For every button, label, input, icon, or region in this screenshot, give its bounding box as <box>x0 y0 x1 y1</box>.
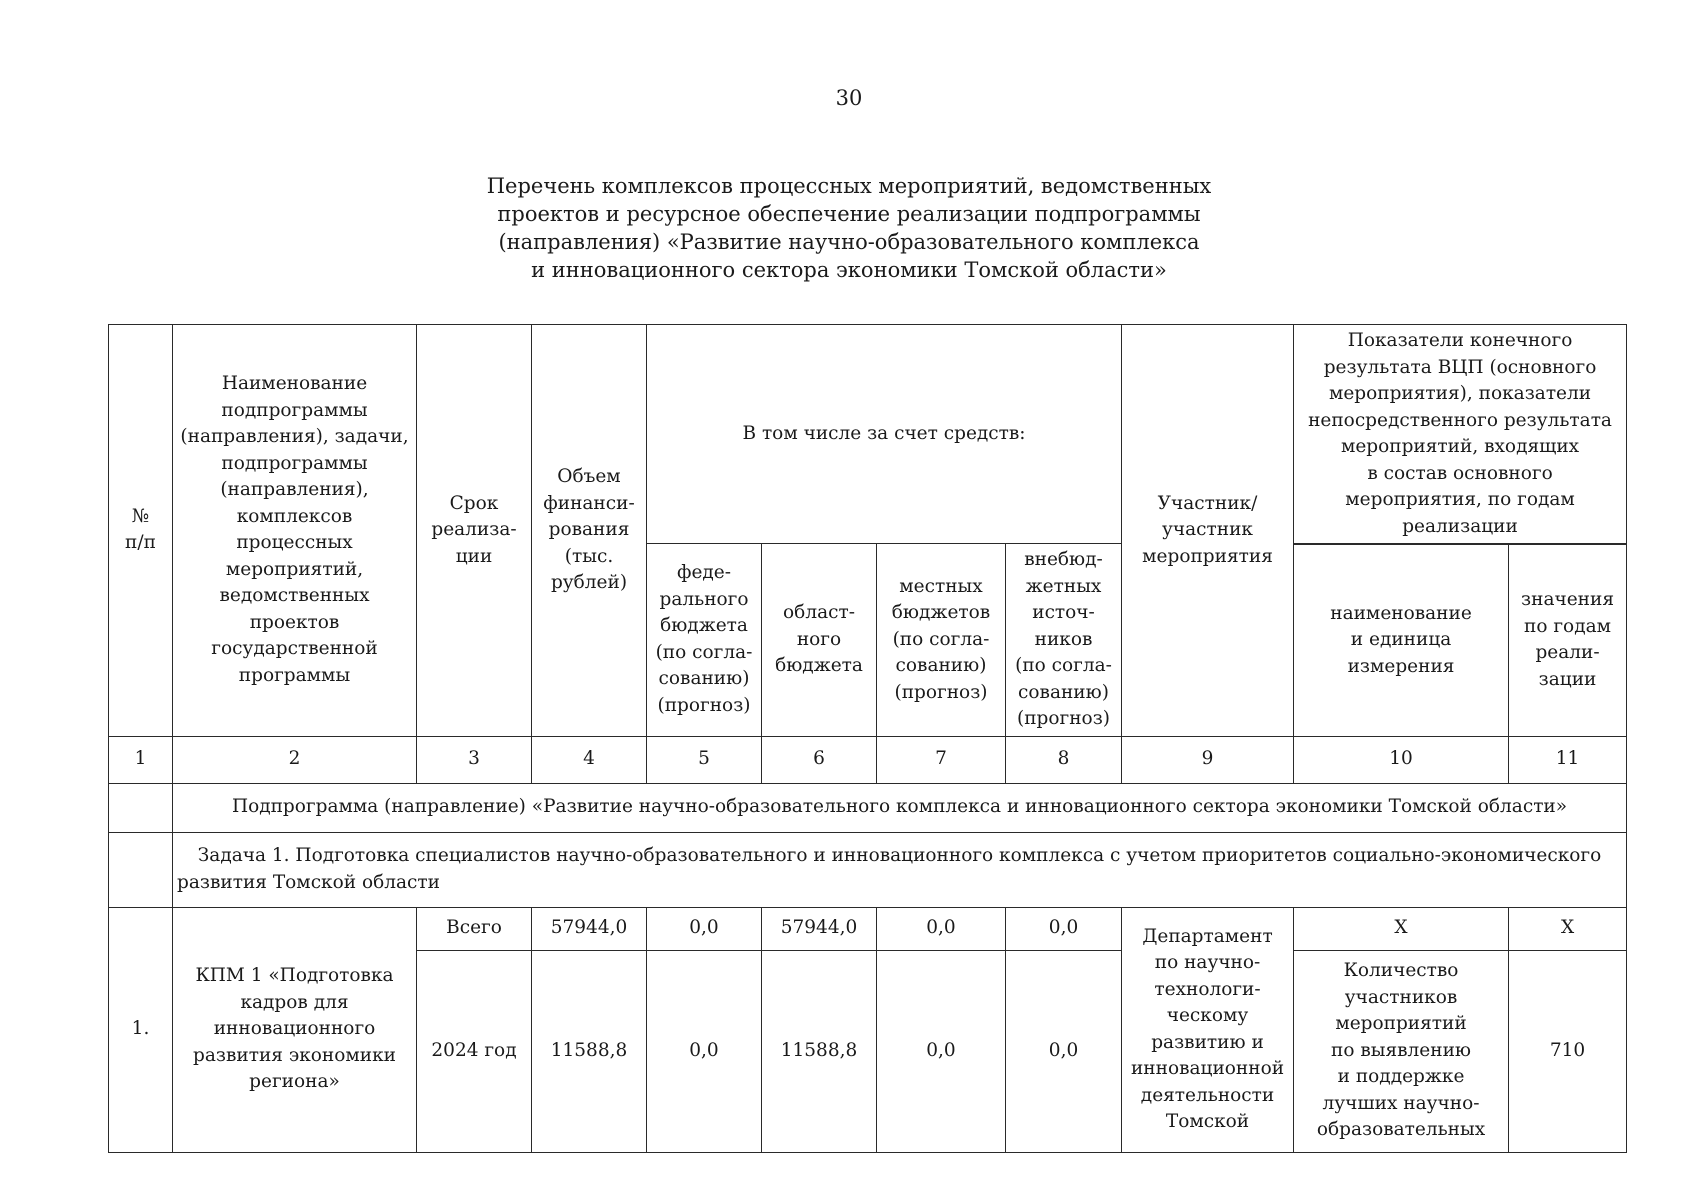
column-number-10: 10 <box>1294 736 1509 783</box>
column-number-5: 5 <box>647 736 762 783</box>
column-numbers-row <box>109 736 1627 783</box>
item-regional: 57944,0 <box>762 907 877 950</box>
item-indicator-name: Количество участников мероприятий по выявлению и поддержке лучших научно- образовательных <box>1294 950 1509 1152</box>
header-col-indicator-value: значения по годам реали- зации <box>1509 545 1627 736</box>
item-row-total <box>109 907 1627 950</box>
item-indicator-value: 710 <box>1509 950 1627 1152</box>
header-group-indicators: Показатели конечного результата ВЦП (основного мероприятия), показатели непосредственного результата мероприятий, входящих в состав основного мероприятия, по годам реализации <box>1294 325 1627 544</box>
header-col-name: Наименование подпрограммы (направления), задачи, подпрограммы (направления), комплексов процессных мероприятий, ведомственных проектов государственной программы <box>173 325 417 737</box>
header-col-volume: Объем финанси- рования (тыс. рублей) <box>532 325 647 737</box>
item-participant: Департамент по научно- технологи- ческому развитию и инновационной деятельности Томской <box>1122 907 1294 1152</box>
item-period: Всего <box>417 907 532 950</box>
header-col-number: № п/п <box>109 325 173 737</box>
header-col-extrabudget: внебюд- жетных источ- ников (по согла- сованию) (прогноз) <box>1006 544 1122 737</box>
header-group-funding: В том числе за счет средств: <box>647 325 1122 544</box>
header-col-regional: област- ного бюджета <box>762 544 877 737</box>
programs-table <box>108 324 1627 1153</box>
header-col-federal: феде- рального бюджета (по согла- сованию) (прогноз) <box>647 544 762 737</box>
column-number-7: 7 <box>877 736 1006 783</box>
header-row-1 <box>109 325 1627 544</box>
item-regional: 11588,8 <box>762 950 877 1152</box>
subprogram-title: Подпрограмма (направление) «Развитие научно-образовательного комплекса и инновационного сектора экономики Томской области» <box>173 783 1627 832</box>
item-extrabudget: 0,0 <box>1006 950 1122 1152</box>
task-number-cell <box>109 832 173 907</box>
column-number-8: 8 <box>1006 736 1122 783</box>
header-col-indicator-name: наименование и единица измерения <box>1294 545 1509 736</box>
item-indicator-value: Х <box>1509 907 1627 950</box>
item-total-volume: 11588,8 <box>532 950 647 1152</box>
document-title: Перечень комплексов процессных мероприятий, ведомственных проектов и ресурсное обеспечение реализации подпрограммы (направления) «Развитие научно-образовательного комплекса и инновационного сектора экономики Томской области» <box>486 174 1212 282</box>
item-local: 0,0 <box>877 950 1006 1152</box>
header-col-participant: Участник/ участник мероприятия <box>1122 325 1294 737</box>
subprogram-number-cell <box>109 783 173 832</box>
item-federal: 0,0 <box>647 950 762 1152</box>
column-number-2: 2 <box>173 736 417 783</box>
header-col-period: Срок реализа- ции <box>417 325 532 737</box>
item-total-volume: 57944,0 <box>532 907 647 950</box>
item-number: 1. <box>109 907 173 1152</box>
column-number-11: 11 <box>1509 736 1627 783</box>
page-number: 30 <box>835 86 863 110</box>
column-number-3: 3 <box>417 736 532 783</box>
item-local: 0,0 <box>877 907 1006 950</box>
task-title: Задача 1. Подготовка специалистов научно-образовательного и инновационного комплекса с учетом приоритетов социально-экономического развития Томской области <box>173 832 1627 907</box>
header-col-local: местных бюджетов (по согла- сованию) (прогноз) <box>877 544 1006 737</box>
column-number-4: 4 <box>532 736 647 783</box>
item-period: 2024 год <box>417 950 532 1152</box>
subprogram-row <box>109 783 1627 832</box>
item-name: КПМ 1 «Подготовка кадров для инновационного развития экономики региона» <box>173 907 417 1152</box>
item-indicator-name: Х <box>1294 907 1509 950</box>
task-row <box>109 832 1627 907</box>
column-number-9: 9 <box>1122 736 1294 783</box>
item-federal: 0,0 <box>647 907 762 950</box>
column-number-1: 1 <box>109 736 173 783</box>
column-number-6: 6 <box>762 736 877 783</box>
item-extrabudget: 0,0 <box>1006 907 1122 950</box>
